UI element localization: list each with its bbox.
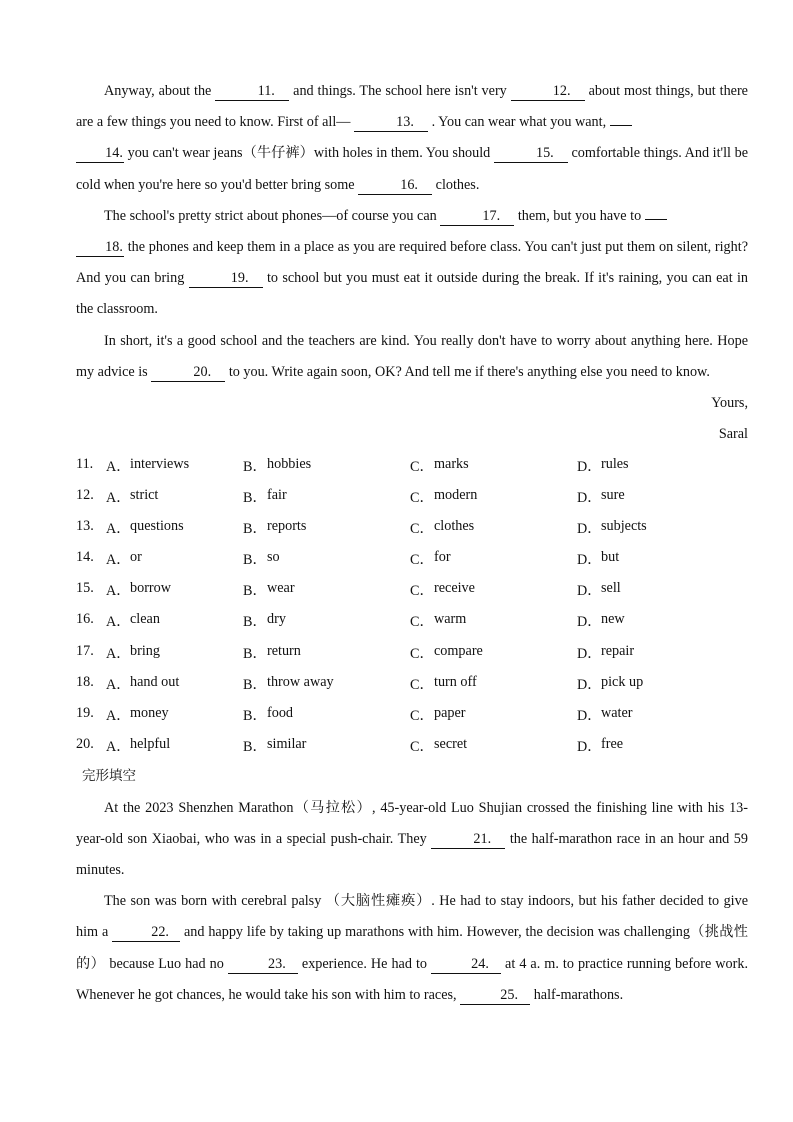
- option-row: [76, 730, 748, 761]
- option-letter: A．: [106, 583, 131, 600]
- option-letter: C．: [410, 614, 434, 631]
- option-text: similar: [267, 735, 307, 752]
- option-letter: A．: [106, 738, 131, 755]
- option-d[interactable]: [577, 611, 744, 631]
- option-row: [76, 544, 748, 575]
- option-letter: C．: [410, 676, 434, 693]
- blank-19[interactable]: 19.: [189, 269, 263, 288]
- option-c[interactable]: [410, 611, 577, 631]
- option-text: strict: [130, 487, 159, 504]
- blank-13[interactable]: 13.: [354, 113, 428, 132]
- option-text: receive: [434, 580, 475, 597]
- blank-14[interactable]: 14.: [76, 144, 124, 163]
- text: them, but you have to: [514, 207, 645, 224]
- option-letter: B．: [243, 614, 267, 631]
- option-letter: B．: [243, 552, 267, 569]
- option-letter: D．: [577, 738, 602, 755]
- blank-18-start: [645, 219, 667, 220]
- option-letter: D．: [577, 614, 602, 631]
- option-letter: C．: [410, 583, 434, 600]
- option-c[interactable]: [410, 580, 577, 600]
- option-c[interactable]: [410, 705, 577, 725]
- option-letter: A．: [106, 676, 131, 693]
- blank-12[interactable]: 12.: [511, 82, 585, 101]
- option-text: modern: [434, 487, 478, 504]
- option-text: but: [601, 549, 620, 566]
- text: At the 2023 Shenzhen Marathon（马拉松）, 45-year-old Luo Shujian crossed the finishing line with his 13-year-old son Xiaobai, who was in a special push-chair. They: [76, 799, 748, 847]
- blank-17[interactable]: 17.: [440, 207, 514, 226]
- text: . You can wear what you want,: [428, 114, 610, 131]
- option-text: interviews: [130, 455, 190, 472]
- option-c[interactable]: [410, 643, 577, 663]
- option-text: repair: [601, 642, 635, 659]
- option-c[interactable]: [410, 736, 577, 756]
- text: Anyway, about the: [104, 83, 216, 99]
- option-text: water: [601, 704, 633, 721]
- text: the phones and keep them in a place as you are required before class. You can't just put them on silent, right? And you can bring: [76, 239, 748, 287]
- option-text: return: [267, 642, 301, 659]
- option-letter: C．: [410, 645, 434, 662]
- question-number: 20.: [76, 735, 94, 752]
- option-text: hand out: [130, 673, 180, 690]
- blank-21[interactable]: 21.: [431, 830, 505, 849]
- option-b[interactable]: [243, 643, 410, 663]
- blank-25[interactable]: 25.: [460, 986, 530, 1005]
- text: The son was born with cerebral palsy （大脑性瘫痪）. He had to stay indoors, but his father decided to give him a: [76, 893, 748, 941]
- option-c[interactable]: [410, 549, 577, 569]
- blank-20[interactable]: 20.: [151, 363, 225, 382]
- option-a[interactable]: [76, 611, 243, 631]
- option-d[interactable]: [577, 674, 744, 694]
- blank-15[interactable]: 15.: [494, 144, 568, 163]
- option-row: [76, 668, 748, 699]
- option-text: wear: [267, 580, 295, 597]
- option-row: [76, 699, 748, 730]
- option-text: throw away: [267, 673, 334, 690]
- option-text: subjects: [601, 518, 647, 535]
- option-text: borrow: [130, 580, 171, 597]
- option-letter: D．: [577, 490, 602, 507]
- option-letter: A．: [106, 614, 131, 631]
- blank-18[interactable]: 18.: [76, 238, 124, 257]
- text: you can't wear jeans（牛仔裤）with holes in them. You should: [124, 145, 494, 162]
- option-letter: C．: [410, 552, 434, 569]
- option-text: food: [267, 704, 294, 721]
- option-letter: B．: [243, 583, 267, 600]
- passage1-paragraph-1: [76, 76, 748, 201]
- passage2-paragraph-1: [76, 793, 748, 887]
- blank-16[interactable]: 16.: [358, 176, 432, 195]
- option-text: for: [434, 549, 451, 566]
- option-letter: B．: [243, 645, 267, 662]
- option-d[interactable]: [577, 580, 744, 600]
- option-letter: C．: [410, 738, 434, 755]
- option-a[interactable]: [76, 643, 243, 663]
- option-d[interactable]: [577, 456, 744, 476]
- option-letter: A．: [106, 645, 131, 662]
- option-letter: C．: [410, 458, 434, 475]
- option-text: reports: [267, 518, 307, 535]
- question-number: 15.: [76, 580, 94, 597]
- letter-closing: Yours,: [711, 395, 748, 412]
- option-text: hobbies: [267, 455, 312, 472]
- text: The school's pretty strict about phones—of course you can: [104, 207, 441, 224]
- option-text: sure: [601, 487, 625, 504]
- blank-11[interactable]: 11.: [215, 82, 289, 101]
- option-a[interactable]: [76, 580, 243, 600]
- option-letter: D．: [577, 707, 602, 724]
- option-letter: B．: [243, 676, 267, 693]
- blank-22[interactable]: 22.: [112, 923, 180, 942]
- question-number: 13.: [76, 518, 94, 535]
- option-c[interactable]: [410, 518, 577, 538]
- text: In short, it's a good school and the teachers are kind. You really don't have to worry about anything here. Hope my advice is: [76, 332, 748, 380]
- question-number: 19.: [76, 704, 94, 721]
- question-number: 16.: [76, 611, 94, 628]
- option-text: warm: [434, 611, 467, 628]
- option-text: turn off: [434, 673, 477, 690]
- option-d[interactable]: [577, 736, 744, 756]
- letter-signature: Saral: [718, 426, 748, 443]
- options-list: [76, 450, 748, 761]
- option-d[interactable]: [577, 643, 744, 663]
- option-d[interactable]: [577, 549, 744, 569]
- question-number: 17.: [76, 642, 94, 659]
- option-letter: A．: [106, 552, 131, 569]
- option-d[interactable]: [577, 518, 744, 538]
- passage2-paragraph-2: [76, 886, 748, 1011]
- option-text: paper: [434, 704, 466, 721]
- option-a[interactable]: [76, 736, 243, 756]
- question-number: 18.: [76, 673, 94, 690]
- option-text: sell: [601, 580, 621, 597]
- option-c[interactable]: [410, 456, 577, 476]
- option-b[interactable]: [243, 674, 410, 694]
- text: half-marathons.: [530, 986, 624, 1003]
- option-d[interactable]: [577, 487, 744, 507]
- option-letter: A．: [106, 490, 131, 507]
- passage1-paragraph-2: [76, 201, 748, 326]
- option-letter: D．: [577, 552, 602, 569]
- option-row: [76, 482, 748, 513]
- option-text: compare: [434, 642, 483, 659]
- text: to you. Write again soon, OK? And tell me if there's anything else you need to know.: [225, 363, 710, 380]
- text: clothes.: [432, 176, 480, 193]
- option-row: [76, 606, 748, 637]
- option-text: questions: [130, 518, 184, 535]
- option-letter: C．: [410, 521, 434, 538]
- text: experience. He had to: [297, 955, 432, 972]
- option-letter: D．: [577, 645, 602, 662]
- option-letter: B．: [243, 490, 267, 507]
- blank-23[interactable]: 23.: [228, 955, 298, 974]
- blank-24[interactable]: 24.: [431, 955, 501, 974]
- option-letter: C．: [410, 707, 434, 724]
- option-text: rules: [601, 455, 629, 472]
- option-b[interactable]: [243, 580, 410, 600]
- option-a[interactable]: [76, 705, 243, 725]
- option-row: [76, 575, 748, 606]
- document-page: [76, 76, 748, 1011]
- option-letter: B．: [243, 738, 267, 755]
- option-text: fair: [267, 487, 287, 504]
- option-letter: D．: [577, 676, 602, 693]
- text: to school but you must eat it outside during the break. If it's raining, you can eat in the classroom.: [76, 270, 748, 318]
- option-row: [76, 513, 748, 544]
- option-text: or: [130, 549, 142, 566]
- option-a[interactable]: [76, 549, 243, 569]
- option-b[interactable]: [243, 611, 410, 631]
- option-text: money: [130, 704, 169, 721]
- option-text: new: [601, 611, 625, 628]
- option-a[interactable]: [76, 518, 243, 538]
- option-letter: B．: [243, 521, 267, 538]
- option-b[interactable]: [243, 456, 410, 476]
- option-a[interactable]: [76, 674, 243, 694]
- option-letter: D．: [577, 458, 602, 475]
- option-a[interactable]: [76, 487, 243, 507]
- text: and things. The school here isn't very: [289, 83, 511, 99]
- option-text: helpful: [130, 735, 171, 752]
- text: the half-marathon race in an hour and 59 minutes.: [76, 830, 748, 878]
- option-row: [76, 637, 748, 668]
- option-letter: B．: [243, 707, 267, 724]
- text: and happy life by taking up marathons with him. However, the decision was challenging（挑战性的） because Luo had no: [76, 924, 748, 972]
- option-text: free: [601, 735, 624, 752]
- question-number: 11.: [76, 455, 94, 472]
- option-text: clothes: [434, 518, 475, 535]
- option-text: bring: [130, 642, 160, 659]
- question-number: 14.: [76, 549, 94, 566]
- option-c[interactable]: [410, 674, 577, 694]
- option-d[interactable]: [577, 705, 744, 725]
- option-c[interactable]: [410, 487, 577, 507]
- option-b[interactable]: [243, 549, 410, 569]
- option-b[interactable]: [243, 736, 410, 756]
- option-letter: C．: [410, 490, 434, 507]
- option-text: clean: [130, 611, 160, 628]
- option-text: dry: [267, 611, 286, 628]
- option-letter: B．: [243, 458, 267, 475]
- option-letter: D．: [577, 583, 602, 600]
- option-text: secret: [434, 735, 468, 752]
- option-text: so: [267, 549, 280, 566]
- option-b[interactable]: [243, 487, 410, 507]
- option-b[interactable]: [243, 705, 410, 725]
- text: about most things, but there are a few things you need to know. First of all—: [76, 83, 748, 131]
- option-text: marks: [434, 455, 469, 472]
- option-b[interactable]: [243, 518, 410, 538]
- option-letter: A．: [106, 707, 131, 724]
- section-title: 完形填空: [82, 768, 136, 785]
- option-letter: A．: [106, 458, 131, 475]
- blank-14-start: [610, 125, 632, 126]
- option-text: pick up: [601, 673, 644, 690]
- question-number: 12.: [76, 487, 94, 504]
- option-letter: A．: [106, 521, 131, 538]
- option-letter: D．: [577, 521, 602, 538]
- text: comfortable things. And it'll be cold when you're here so you'd better bring some: [76, 145, 748, 193]
- option-row: [76, 450, 748, 481]
- option-a[interactable]: [76, 456, 243, 476]
- passage1-paragraph-3: [76, 326, 748, 388]
- text: at 4 a. m. to practice running before work. Whenever he got chances, he would take his son with him to races,: [76, 955, 748, 1003]
